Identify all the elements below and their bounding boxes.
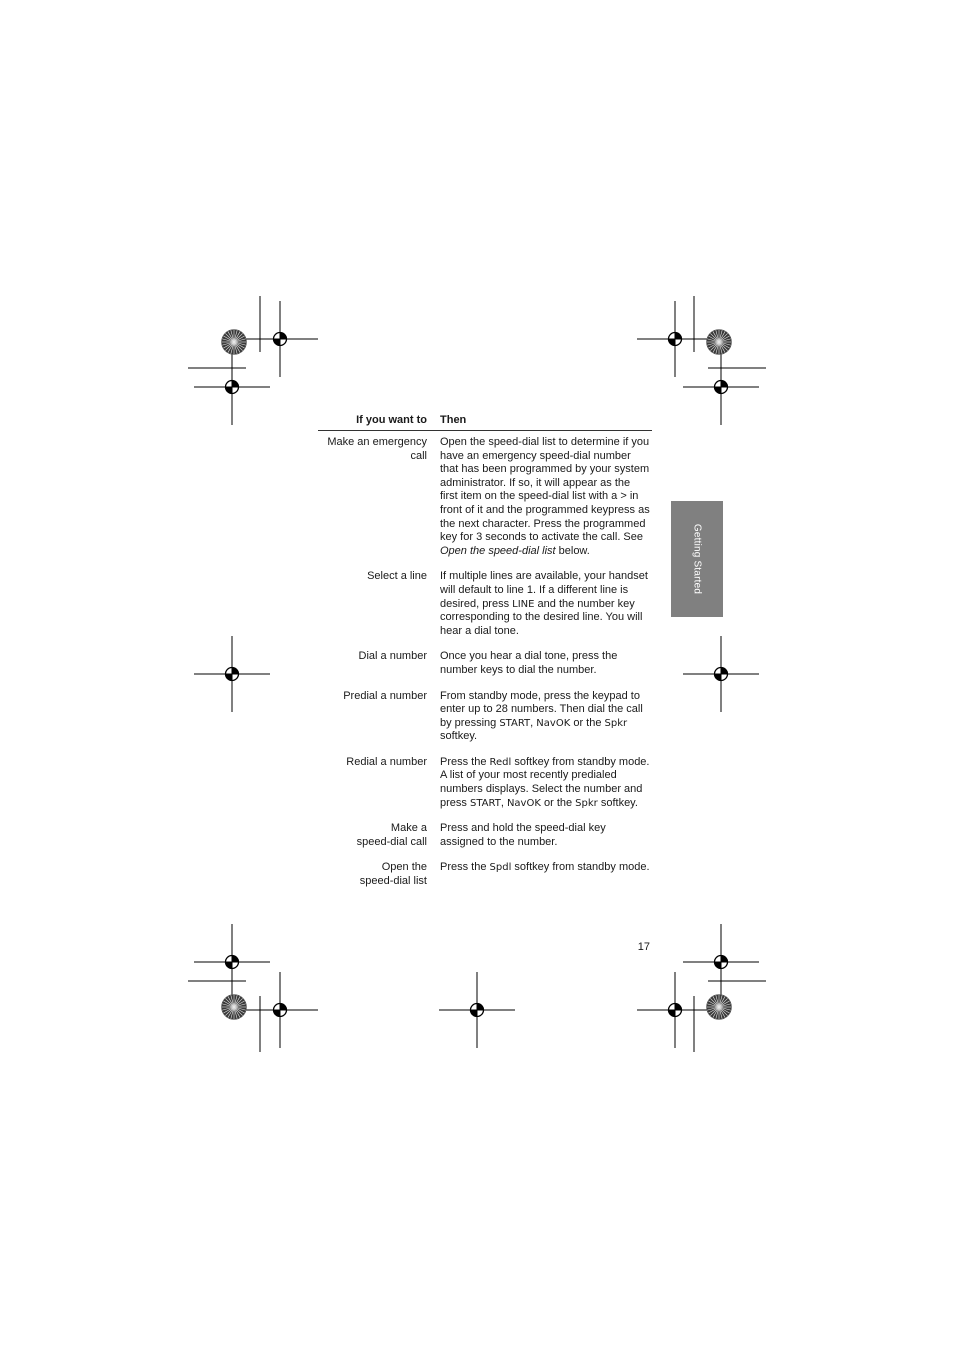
table-row: [318, 570, 652, 638]
table-row: [318, 436, 652, 558]
header-then: Then: [440, 414, 467, 426]
row-action-line: Make an emergency: [327, 436, 427, 448]
text-segment: softkey from standby mode.: [511, 861, 650, 874]
table-row: [318, 861, 652, 888]
row-then: [440, 650, 650, 677]
row-then: [440, 570, 650, 638]
row-action-line: call: [410, 449, 427, 462]
table-row: [318, 822, 652, 849]
text-segment: or the: [540, 796, 576, 809]
table-header: [318, 414, 652, 431]
header-if-you-want-to: If you want to: [356, 414, 427, 426]
text-segment: below.: [555, 544, 590, 557]
row-action-line: Dial a number: [358, 650, 427, 663]
key-label: NavOK: [506, 797, 541, 809]
key-label: Redl: [489, 756, 512, 768]
text-segment: ,: [500, 796, 507, 809]
row-then: [440, 822, 650, 849]
row-action-line: Redial a number: [346, 755, 427, 768]
row-action: [318, 861, 427, 888]
text-segment: and the number key corresponding to the desired line. You will hear a dial tone.: [440, 597, 643, 637]
row-then: [440, 436, 650, 558]
key-label: NavOK: [536, 717, 571, 729]
text-segment: From standby mode, press the keypad to enter up to 28 numbers. Then dial the call by pressing: [440, 689, 643, 729]
row-action-line: Open the: [381, 861, 427, 874]
row-action: [318, 822, 427, 849]
table-row: [318, 650, 652, 677]
row-then: [440, 756, 650, 810]
row-action: [318, 650, 427, 677]
text-segment: If multiple lines are available, your handset will default to line 1. If a different line is desired, press: [440, 570, 648, 610]
text-segment: softkey.: [597, 796, 638, 809]
text-segment: Press the: [440, 861, 490, 874]
key-label: Spkr: [604, 717, 628, 729]
row-action-line: Make a: [390, 822, 427, 835]
row-action-line: Select a line: [367, 570, 427, 583]
row-action: [318, 436, 427, 558]
text-segment: Press and hold the speed-dial key assigned to the number.: [440, 822, 606, 848]
row-action: [318, 690, 427, 744]
text-segment: ,: [530, 716, 537, 729]
row-action: [318, 570, 427, 638]
text-segment: Press the: [440, 755, 490, 768]
row-then: [440, 861, 650, 888]
side-tab-label: Getting Started: [691, 523, 703, 595]
key-label: START: [469, 797, 501, 809]
key-label: Spdl: [489, 862, 512, 874]
instruction-table: [318, 414, 652, 889]
row-action-line: Predial a number: [343, 689, 427, 702]
key-label: Spkr: [575, 797, 598, 809]
text-segment: or the: [570, 716, 605, 729]
side-tab: [671, 501, 723, 617]
text-segment: softkey from standby mode. A list of your most recently predialed numbers displays. Select the number and press: [440, 755, 650, 809]
text-segment: Open the speed-dial list to determine if you have an emergency speed-dial number that has been programmed by your system administrator. If so, it will appear as the first item on the speed-dial list with a > in front of it and the programmed keypress as the next character. Press the programmed key for 3 seconds to activate the call. See: [440, 436, 650, 544]
key-label: START: [499, 717, 531, 729]
text-segment: Once you hear a dial tone, press the number keys to dial the number.: [440, 650, 618, 676]
text-segment: softkey.: [440, 730, 478, 743]
row-action-line: speed-dial list: [359, 875, 427, 888]
table-row: [318, 690, 652, 744]
row-then: [440, 690, 650, 744]
row-action-line: speed-dial call: [356, 835, 427, 848]
table-row: [318, 756, 652, 810]
key-label: LINE: [512, 598, 535, 610]
row-action: [318, 756, 427, 810]
page-number: 17: [637, 941, 650, 953]
cross-reference: Open the speed-dial list: [440, 544, 556, 557]
